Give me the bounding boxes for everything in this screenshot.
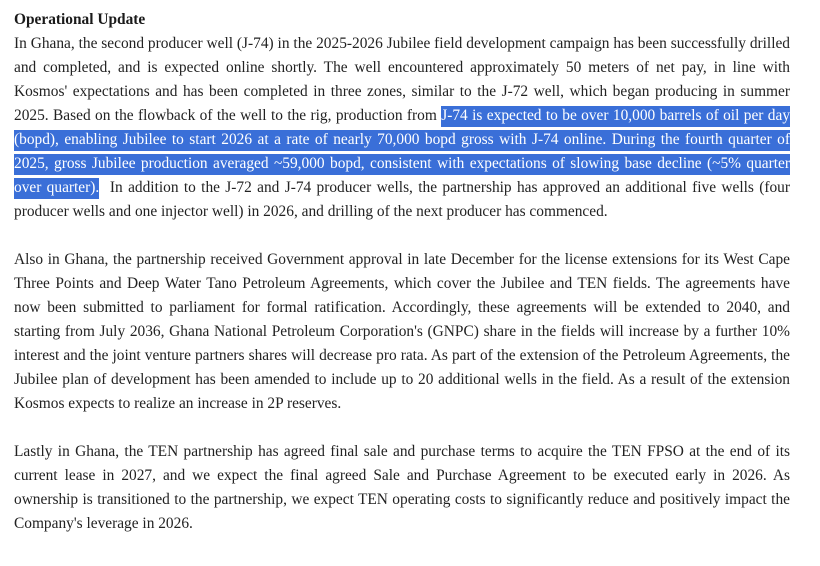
paragraph-license-extensions[interactable]: Also in Ghana, the partnership received Government approval in late December for the license extensions for its West Cape Three Points and Deep Water Tano Petroleum Agreements, which cover the Jubilee and TEN fields. The agreements have now been submitted to parliament for formal ratification. Accordingly, these agreements will be extended to 2040, and starting from July 2036, Ghana National Petroleum Corporation's (GNPC) share in the fields will increase by a further 10% interest and the joint venture partners shares will decrease pro rata. As part of the extension of the Petroleum Agreements, the Jubilee plan of development has been amended to include up to 20 additional wells in the field. As a result of the extension Kosmos expects to realize an increase in 2P reserves. xyxy=(14,251,790,412)
paragraph-text[interactable]: In Ghana, the second producer well (J-74) in the 2025-2026 Jubilee field development campaign has been successfully drilled and completed, and is expected online shortly. The well encountered approximately 50 meters of net pay, in line with Kosmos' expectations and has been completed in three zones, similar to the J-72 well, which began producing in summer 2025. Based on the flowback of the well to the rig, production from xyxy=(14,35,790,124)
paragraph-text[interactable]: In addition to the J-72 and J-74 producer wells, the partnership has approved an additional five wells (four producer wells and one injector well) in 2026, and drilling of the next producer has commenced. xyxy=(14,179,794,220)
paragraph-jubilee-update[interactable] xyxy=(14,32,794,224)
paragraph-spacer xyxy=(14,416,790,440)
section-heading: Operational Update xyxy=(14,11,146,28)
paragraph-ten-fpso[interactable]: Lastly in Ghana, the TEN partnership has agreed final sale and purchase terms to acquire the TEN FPSO at the end of its current lease in 2027, and we expect the final agreed Sale and Purchase Agreement to be executed early in 2026. As ownership is transitioned to the partnership, we expect TEN operating costs to significantly reduce and positively impact the Company's leverage in 2026. xyxy=(14,443,790,532)
document-body xyxy=(14,8,794,536)
selected-text-highlight[interactable]: J-74 is expected to be over 10,000 barrels of oil per day (bopd), enabling Jubilee to start 2026 at a rate of nearly 70,000 bopd gross with J-74 online. During the fourth quarter of 2025, gross Jubilee production averaged ~59,000 bopd, consistent with expectations of slowing base decline (~5% quarter over quarter). xyxy=(14,106,790,199)
paragraph-spacer xyxy=(14,224,790,248)
